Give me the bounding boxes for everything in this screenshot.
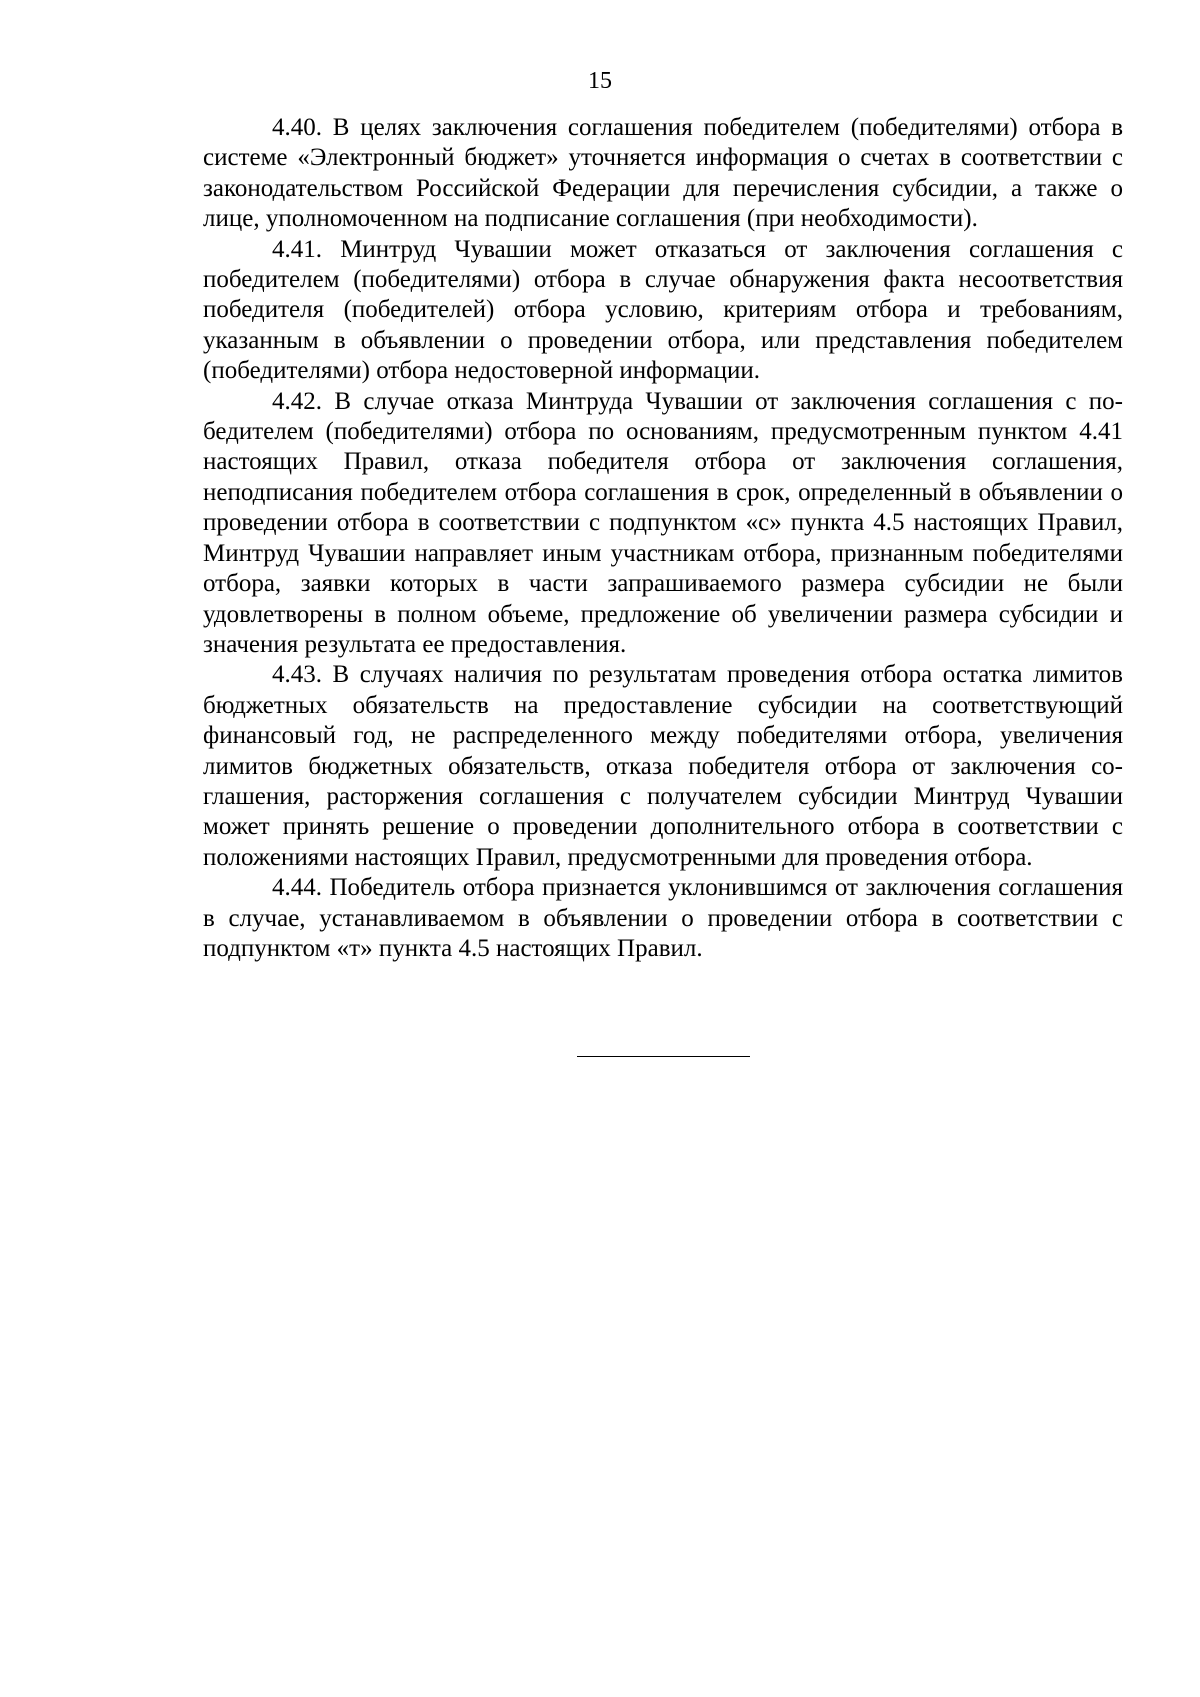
paragraph-4-40: 4.40. В целях заключения соглашения победителем (победителями) отбора в системе «Электронный бюджет» уточняется информация о счетах в соответствии с законодательством Российской Федерации для перечисления субсидии, а также о лице, уполномоченном на подписание соглашения (при необходимости). [203,114,1123,233]
end-of-document-rule [577,1056,750,1057]
paragraph-4-42: 4.42. В случае отказа Минтруда Чувашии от заключения соглашения с победителем (победителями) отбора по основаниям, предусмотренным пунктом 4.41 настоящих Правил, отказа победителя отбора от заключения соглашения, неподписания победителем отбора соглашения в срок, определенный в объявлении о проведении отбора в соответствии с подпунктом «с» пункта 4.5 настоящих Правил, Минтруд Чувашии направляет иным участникам отбора, признанным победителями отбора, заявки которых в части запрашиваемого размера субсидии не были удовлетворены в полном объеме, предложение об увеличении размера субсидии и значения результата ее предоставления. [203,387,1123,658]
page-number: 15 [588,68,612,94]
paragraph-4-41: 4.41. Минтруд Чувашии может отказаться от заключения соглашения с победителем (победителями) отбора в случае обнаружения факта несоответствия победителя (победителей) отбора условию, критериям отбора и требованиям, указанным в объявлении о проведении отбора, или представления победителем (победителями) отбора недостоверной информации. [203,235,1123,385]
paragraph-4-43: 4.43. В случаях наличия по результатам проведения отбора остатка лимитов бюджетных обязательств на предоставление субсидии на соответствующий финансовый год, не распределенного между победителями отбора, увеличения лимитов бюджетных обязательств, отказа победителя отбора от заключения соглашения, расторжения соглашения с получателем субсидии Минтруд Чувашии может принять решение о проведении дополнительного отбора в соответствии с положениями настоящих Правил, предусмотренными для проведения отбора. [203,661,1123,871]
paragraph-4-44: 4.44. Победитель отбора признается уклонившимся от заключения соглашения в случае, устанавливаемом в объявлении о проведении отбора в соответствии с подпунктом «т» пункта 4.5 настоящих Правил. [203,874,1123,962]
document-body [203,113,1123,964]
